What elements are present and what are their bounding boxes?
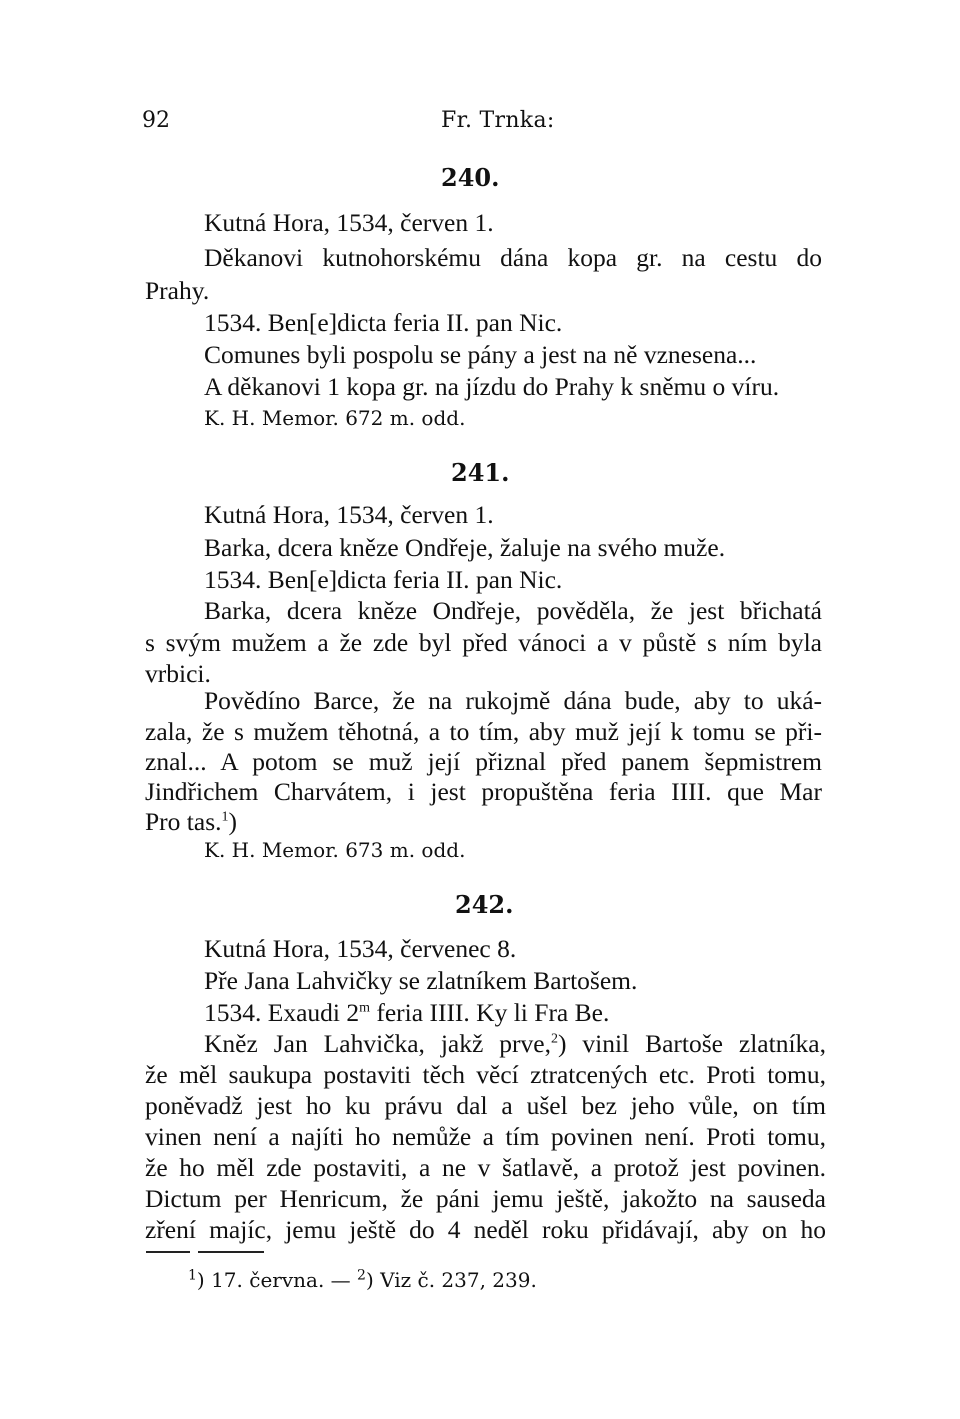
summary-line: Děkanovi kutnohorskému dána kopa gr. na cestu do bbox=[204, 243, 822, 272]
page-header bbox=[0, 108, 960, 138]
footnote-marker: 2 bbox=[357, 1267, 366, 1284]
place-date: Kutná Hora, 1534, červenec 8. bbox=[204, 934, 517, 963]
text-line: Dictum per Henricum, že páni jemu ještě, jakožto na sauseda bbox=[145, 1184, 826, 1213]
running-head: Fr. Trnka: bbox=[441, 108, 555, 133]
place-date: Kutná Hora, 1534, červen 1. bbox=[204, 208, 494, 237]
place-date: Kutná Hora, 1534, červen 1. bbox=[204, 500, 494, 529]
text-line: vrbici. bbox=[145, 659, 211, 688]
text-line: A děkanovi 1 kopa gr. na jízdu do Prahy k sněmu o víru. bbox=[204, 372, 780, 401]
text-line: znal... A potom se muž její přiznal před panem šepmistrem bbox=[145, 747, 822, 776]
text-line: poněvadž jest ho ku právu dal a ušel bez jeho vůle, on tím bbox=[145, 1091, 826, 1120]
superscript: m bbox=[359, 1000, 370, 1016]
text-line: Jindřichem Charvátem, i jest propuštěna feria IIII. que Mar bbox=[145, 777, 822, 806]
footnote-marker: 1 bbox=[221, 809, 229, 825]
text-line: Comunes byli pospolu se pány a jest na ně vznesena... bbox=[204, 340, 757, 369]
footnote-rule bbox=[146, 1251, 190, 1253]
entry-number: 240. bbox=[441, 163, 500, 192]
text-span: Pro tas. bbox=[145, 807, 222, 836]
summary-line: Barka, dcera kněze Ondřeje, žaluje na svého muže. bbox=[204, 533, 726, 562]
footnote-marker: 1 bbox=[188, 1267, 197, 1284]
page-number: 92 bbox=[142, 108, 170, 133]
date-line bbox=[204, 1000, 609, 1026]
date-line: 1534. Ben[e]dicta feria II. pan Nic. bbox=[204, 565, 563, 594]
footnote-text: ) Viz č. 237, 239. bbox=[365, 1268, 537, 1292]
date-line: 1534. Ben[e]dicta feria II. pan Nic. bbox=[204, 308, 563, 337]
text-line: že ho měl zde postaviti, a ne v šatlavě, a protož jest povinen. bbox=[145, 1153, 826, 1182]
text-line: Barka, dcera kněze Ondřeje, pověděla, že jest břichatá bbox=[204, 596, 822, 625]
source-reference: K. H. Memor. 672 m. odd. bbox=[204, 406, 466, 430]
text-line: že měl saukupa postaviti těch věcí ztratcených etc. Proti tomu, bbox=[145, 1060, 826, 1089]
text-line bbox=[145, 809, 237, 835]
text-span: 1534. Exaudi 2 bbox=[204, 998, 360, 1027]
text-line: Povědíno Barce, že na rukojmě dána bude, aby to uká- bbox=[204, 686, 822, 715]
footnote-marker: 2 bbox=[550, 1031, 558, 1047]
text-line: zření majíc, jemu ještě do 4 neděl roku přidávají, aby on ho bbox=[145, 1215, 826, 1244]
footnote-rule bbox=[198, 1251, 264, 1253]
text-line bbox=[204, 1031, 826, 1057]
summary-line: Pře Jana Lahvičky se zlatníkem Bartošem. bbox=[204, 966, 638, 995]
text-line: vinen není a najíti ho nemůže a tím povinen není. Proti tomu, bbox=[145, 1122, 826, 1151]
entry-number: 242. bbox=[455, 890, 514, 919]
text-line: s svým mužem a že zde byl před vánoci a v půstě s ním byla bbox=[145, 628, 822, 657]
text-span: ) bbox=[228, 807, 237, 836]
footnotes bbox=[188, 1268, 537, 1292]
text-span: ) vinil Bartoše zlatníka, bbox=[557, 1029, 826, 1058]
text-span: feria IIII. Ky li Fra Be. bbox=[370, 998, 610, 1027]
entry-number: 241. bbox=[451, 458, 510, 487]
summary-line: Prahy. bbox=[145, 276, 210, 305]
footnote-text: ) 17. června. — bbox=[196, 1268, 358, 1292]
source-reference: K. H. Memor. 673 m. odd. bbox=[204, 838, 466, 862]
text-span: Kněz Jan Lahvička, jakž prve, bbox=[204, 1029, 551, 1058]
text-line: zala, že s mužem těhotná, a to tím, aby muž její k tomu se při- bbox=[145, 717, 822, 746]
